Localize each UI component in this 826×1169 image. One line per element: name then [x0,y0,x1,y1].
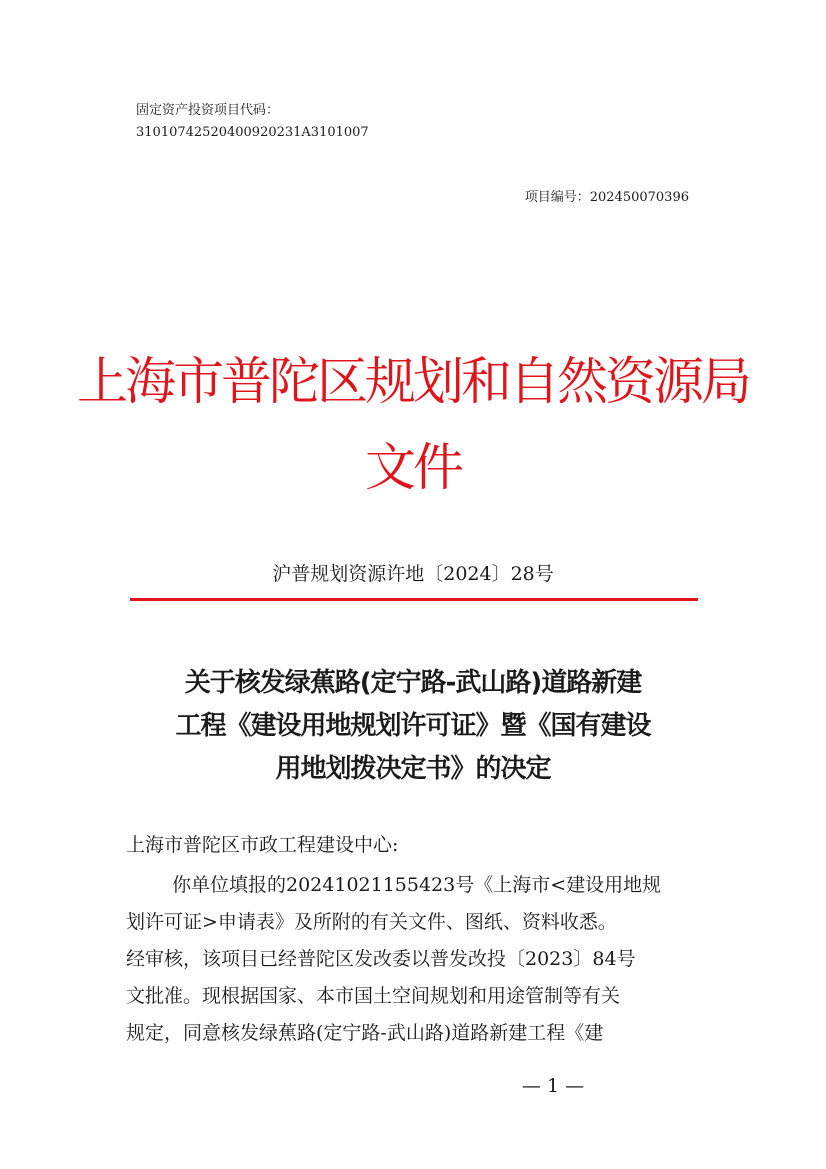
fixed-asset-code-value: 31010742520400920231A3101007 [136,125,369,140]
issuer-title: 上海市普陀区规划和自然资源局 [76,353,749,412]
heading-line: 用地划拨决定书》的决定 [275,754,551,784]
issuer-subtitle: 文件 [364,439,461,498]
body-line: 你单位填报的20241021155423号《上海市<建设用地规 [172,874,662,896]
salutation: 上海市普陀区市政工程建设中心: [126,834,399,856]
fixed-asset-code-label: 固定资产投资项目代码： [136,103,280,118]
heading-line: 工程《建设用地规划许可证》暨《国有建设 [175,711,651,741]
document-number: 沪普规划资源许地〔2024〕28号 [272,563,554,585]
body-paragraph [126,867,706,1052]
document-heading [110,662,716,791]
project-number: 项目编号：202450070396 [524,190,689,205]
body-line: 经审核，该项目已经普陀区发改委以普发改投〔2023〕84号 [126,948,636,970]
red-divider [130,598,698,601]
heading-line: 关于核发绿蕉路(定宁路-武山路)道路新建 [184,668,642,698]
body-line: 划许可证>申请表》及所附的有关文件、图纸、资料收悉。 [126,911,617,933]
body-line: 文批准。现根据国家、本市国土空间规划和用途管制等有关 [126,985,621,1007]
page-number: — 1 — [521,1075,585,1097]
body-line: 规定，同意核发绿蕉路(定宁路-武山路)道路新建工程《建 [126,1022,604,1044]
